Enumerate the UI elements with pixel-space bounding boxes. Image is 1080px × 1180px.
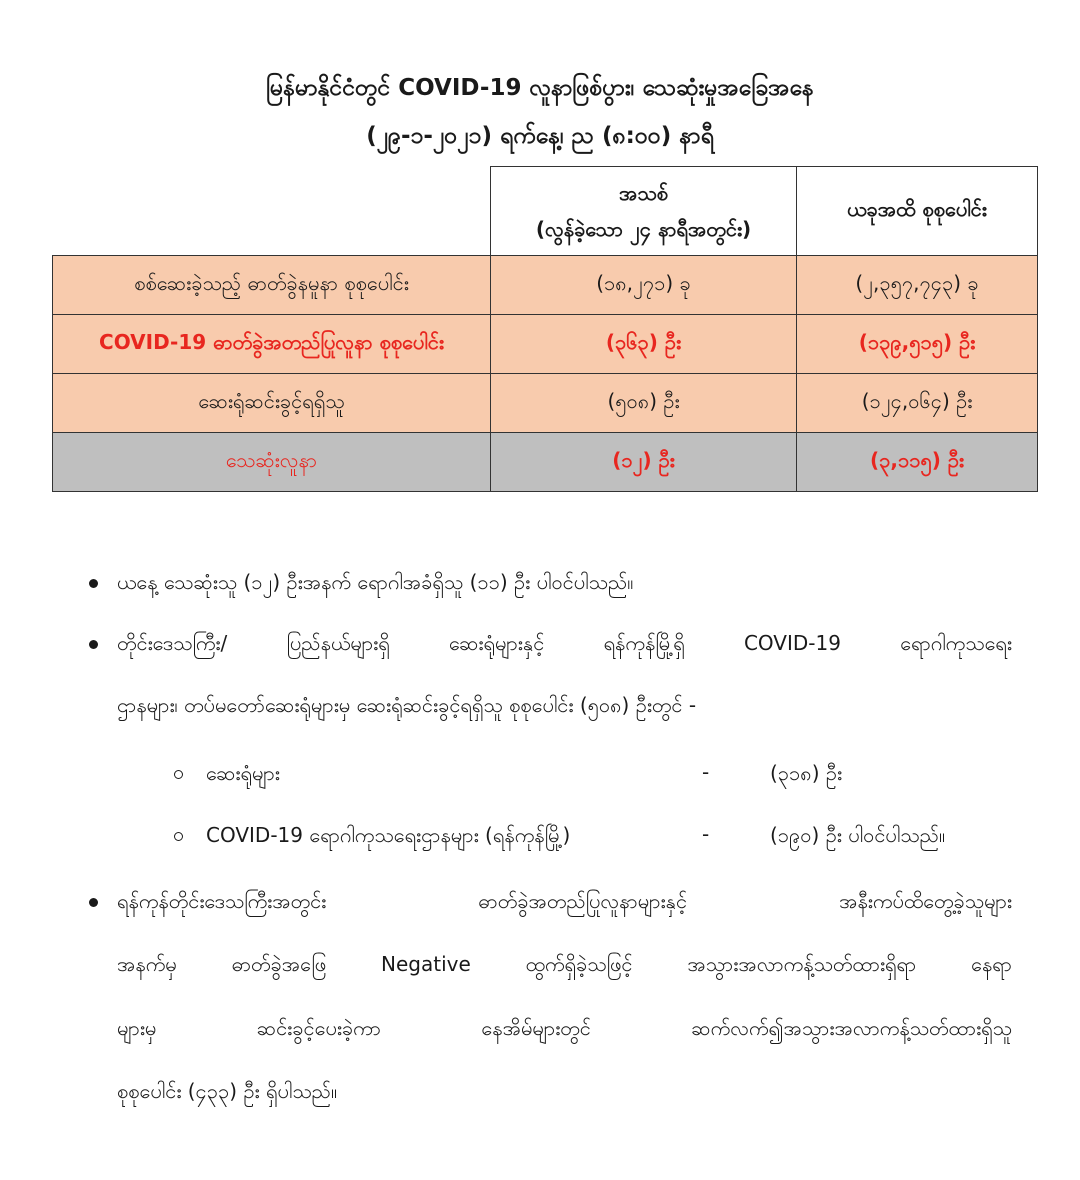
header-blank-cell	[53, 167, 491, 256]
note-1: ယနေ့ သေဆုံးသူ (၁၂) ဦးအနက် ရောဂါအခံရှိသူ (၁၁) ဦး ပါဝင်ပါသည်။	[117, 570, 634, 594]
table-row	[53, 315, 1038, 374]
note-3-line-3: များမှ ဆင်းခွင့်ပေးခဲ့ကာ နေအိမ်များတွင် ဆက်လက်၍အသွားအလာကန့်သတ်ထားရှိသူ	[117, 1016, 1012, 1040]
table-row	[53, 256, 1038, 315]
table-row	[53, 374, 1038, 433]
row-new-value: (၅၀၈) ဦး	[491, 374, 797, 433]
note-2-line-2: ဌာနများ၊ တပ်မတော်ဆေးရုံများမှ ဆေးရုံဆင်းခွင့်ရရှိသူ စုစုပေါင်း (၅၀၈) ဦးတွင် -	[117, 693, 697, 717]
note-3-line-2: အနက်မှ ဓာတ်ခွဲအဖြေ Negative ထွက်ရှိခဲ့သဖြင့် အသွားအလာကန့်သတ်ထားရှိရာ နေရာ	[117, 952, 1012, 976]
row-new-value: (၁၂) ဦး	[491, 433, 797, 492]
title-line-1: မြန်မာနိုင်ငံတွင် COVID-19 လူနာဖြစ်ပွား၊ သေဆုံးမှုအခြေအနေ	[266, 75, 814, 101]
bullet-dot	[89, 579, 98, 588]
note-3-line-4: စုစုပေါင်း (၄၃၃) ဦး ရှိပါသည်။	[117, 1079, 338, 1103]
header-new-cell	[491, 167, 797, 256]
row-total-value: (၃,၁၁၅) ဦး	[797, 433, 1038, 492]
title-line-2: (၂၉-၁-၂၀၂၁) ရက်နေ့၊ ည (၈:၀၀) နာရီ	[366, 123, 714, 149]
sub-bullet-circle	[174, 832, 183, 841]
table-header-row	[53, 167, 1038, 256]
sub-1-value: (၃၁၈) ဦး	[770, 761, 843, 785]
header-new-line2: (လွန်ခဲ့သော ၂၄ နာရီအတွင်း)	[535, 217, 752, 241]
bullet-dot	[89, 898, 98, 907]
row-new-value: (၃၆၃) ဦး	[491, 315, 797, 374]
bullet-dot	[89, 640, 98, 649]
note-2-line-1: တိုင်းဒေသကြီး/ ပြည်နယ်များရှိ ဆေးရုံများနှင့် ရန်ကုန်မြို့ရှိ COVID-19 ရောဂါကုသရေး	[117, 631, 1012, 655]
row-label: COVID-19 ဓာတ်ခွဲအတည်ပြုလူနာ စုစုပေါင်း	[53, 315, 491, 374]
row-total-value: (၁၂၄,၀၆၄) ဦး	[797, 374, 1038, 433]
table-row	[53, 433, 1038, 492]
stats-table	[52, 166, 1038, 492]
sub-2-value: (၁၉၀) ဦး ပါဝင်ပါသည်။	[770, 823, 946, 847]
note-3-line-1: ရန်ကုန်တိုင်းဒေသကြီးအတွင်း ဓာတ်ခွဲအတည်ပြုလူနာများနှင့် အနီးကပ်ထိတွေ့ခဲ့သူများ	[117, 889, 1012, 913]
sub-1-label: ဆေးရုံများ	[206, 761, 280, 785]
header-total-cell: ယခုအထိ စုစုပေါင်း	[797, 167, 1038, 256]
row-label: သေဆုံးလူနာ	[53, 433, 491, 492]
row-label: စစ်ဆေးခဲ့သည့် ဓာတ်ခွဲနမူနာ စုစုပေါင်း	[53, 256, 491, 315]
row-label: ဆေးရုံဆင်းခွင့်ရရှိသူ	[53, 374, 491, 433]
row-new-value: (၁၈,၂၇၁) ခု	[491, 256, 797, 315]
sub-2-dash: -	[702, 822, 710, 846]
header-new-line1: အသစ်	[619, 181, 668, 205]
row-total-value: (၂,၃၅၇,၇၄၃) ခု	[797, 256, 1038, 315]
sub-2-label: COVID-19 ရောဂါကုသရေးဌာနများ (ရန်ကုန်မြို့)	[206, 823, 571, 847]
sub-bullet-circle	[174, 770, 183, 779]
sub-1-dash: -	[702, 760, 710, 784]
row-total-value: (၁၃၉,၅၁၅) ဦး	[797, 315, 1038, 374]
